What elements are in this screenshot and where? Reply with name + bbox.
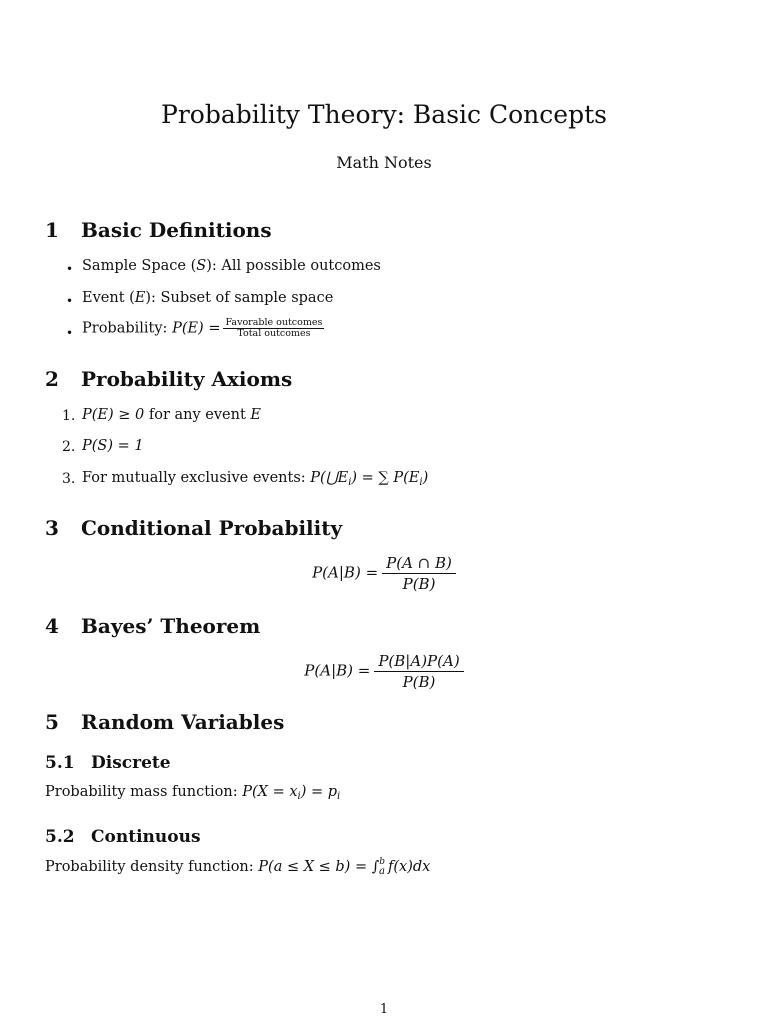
page-number: 1 <box>379 1002 389 1017</box>
definition-probability: Probability: P(E) = $\frac{\text{Favorable outcomes}}{\text{Total outcomes}}$ <box>82 317 323 339</box>
section-title: Conditional Probability <box>81 516 343 540</box>
section-number: 4 <box>45 614 59 638</box>
section-title: Random Variables <box>81 710 285 734</box>
section-number: 1 <box>45 218 59 242</box>
inline-fraction: $\frac{\text{Favorable outcomes}}{\text{Total outcomes}}$ <box>225 317 323 339</box>
page-title: Probability Theory: Basic Concepts <box>161 100 607 129</box>
section-title: Probability Axioms <box>81 367 293 391</box>
subsection-title: Discrete <box>91 753 171 773</box>
pdf-definition: Probability density function: P(a ≤ X ≤ b) = ∫$^b_a$ f(x)dx <box>45 857 431 877</box>
conditional-probability-formula: P(A|B) = $\frac{P(A \cap B)}{P(B)}$ <box>0 553 768 594</box>
bayes-theorem-formula: P(A|B) = $\frac{P(B|A)P(A)}{P(B)}$ <box>0 651 768 692</box>
subsection-heading-discrete <box>45 753 171 773</box>
enum-label: 3. <box>62 471 76 487</box>
subsection-title: Continuous <box>91 827 201 847</box>
section-heading-bayes-theorem <box>45 614 260 638</box>
subsection-number: 5.2 <box>45 827 75 847</box>
bullet-icon: • <box>66 326 74 340</box>
display-fraction: $\frac{P(A \cap B)}{P(B)}$ <box>382 553 456 594</box>
definition-event: Event (E): Subset of sample space <box>82 290 334 306</box>
section-title: Basic Definitions <box>81 218 272 242</box>
pmf-definition: Probability mass function: $P(X = x_i) = p_i$ <box>45 784 341 802</box>
bullet-icon: • <box>66 262 74 276</box>
display-fraction: $\frac{P(B|A)P(A)}{P(B)}$ <box>374 651 463 692</box>
section-heading-basic-definitions <box>45 218 272 242</box>
bullet-icon: • <box>66 294 74 308</box>
subsection-number: 5.1 <box>45 753 75 773</box>
section-heading-conditional-probability <box>45 516 342 540</box>
enum-label: 1. <box>62 408 76 424</box>
section-number: 3 <box>45 516 59 540</box>
section-title: Bayes’ Theorem <box>81 614 261 638</box>
axiom-nonnegativity: P(E) ≥ 0 for any event E <box>82 407 262 423</box>
section-number: 2 <box>45 367 59 391</box>
section-number: 5 <box>45 710 59 734</box>
axiom-normalization: P(S) = 1 <box>82 438 144 454</box>
author-line: Math Notes <box>336 153 432 172</box>
section-heading-random-variables <box>45 710 284 734</box>
definition-sample-space: Sample Space (S): All possible outcomes <box>82 258 381 274</box>
section-heading-probability-axioms <box>45 367 292 391</box>
enum-label: 2. <box>62 439 76 455</box>
axiom-additivity: For mutually exclusive events: $P(⋃E_i)$ = ∑ $P(E_i)$ <box>82 470 429 488</box>
subsection-heading-continuous <box>45 827 201 847</box>
